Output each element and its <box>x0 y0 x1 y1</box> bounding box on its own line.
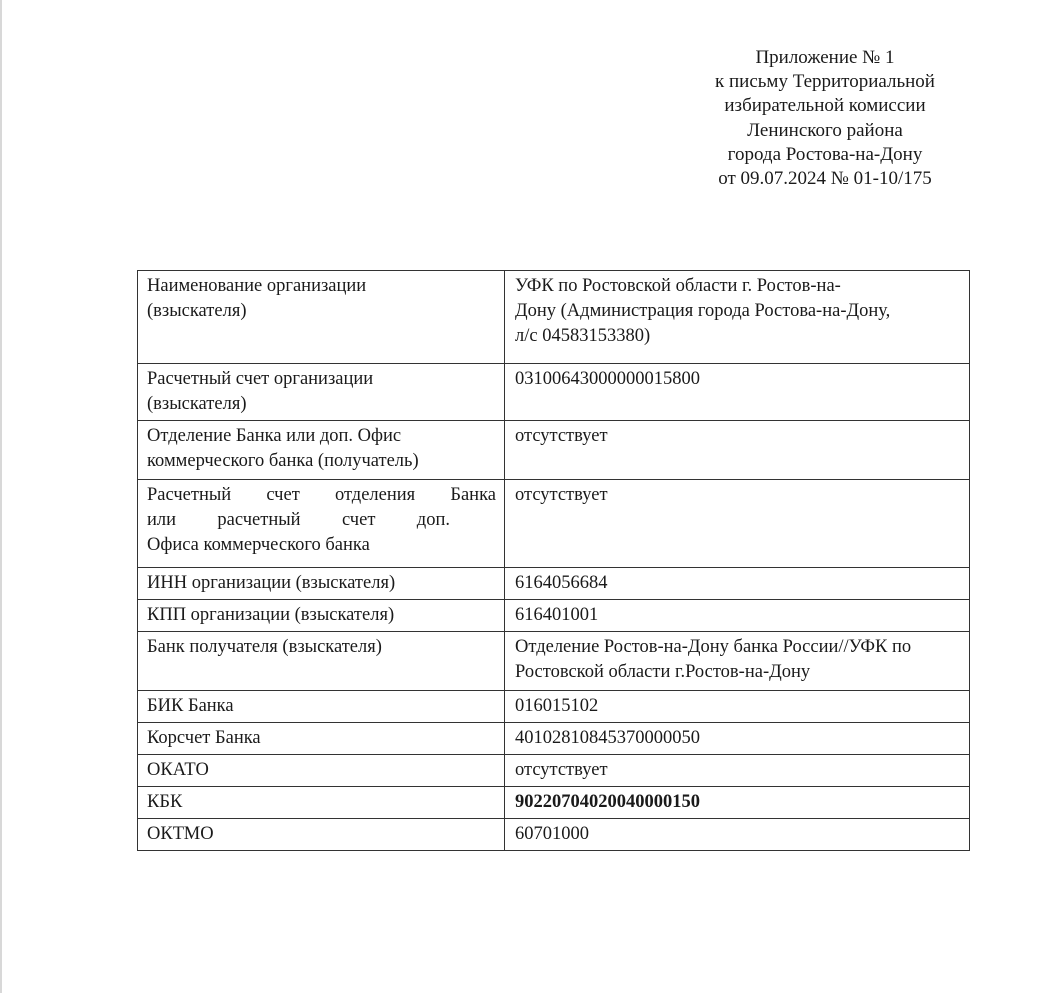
header-line: Ленинского района <box>747 119 903 141</box>
table-row <box>138 568 970 600</box>
table-row <box>138 600 970 632</box>
table-row <box>138 364 970 421</box>
row-label: Расчетный счет отделения Банка или расчетный счет доп. Офиса коммерческого банка <box>138 480 505 568</box>
row-value: 40102810845370000050 <box>505 723 970 755</box>
header-line: избирательной комиссии <box>724 95 926 117</box>
row-value: 60701000 <box>505 819 970 851</box>
row-value: отсутствует <box>505 480 970 568</box>
header-line: к письму Территориальной <box>715 71 935 93</box>
requisites-table <box>137 270 970 851</box>
table-row <box>138 691 970 723</box>
row-label: БИК Банка <box>138 691 505 723</box>
row-value: отсутствует <box>505 755 970 787</box>
table-row <box>138 632 970 691</box>
row-label: ИНН организации (взыскателя) <box>138 568 505 600</box>
header-line: Приложение № 1 <box>755 47 895 68</box>
table-row <box>138 787 970 819</box>
row-value: 03100643000000015800 <box>505 364 970 421</box>
row-value: Отделение Ростов-на-Дону банка России//УФК по Ростовской области г.Ростов-на-Дону <box>505 632 970 691</box>
header-line: города Ростова-на-Дону <box>727 143 923 165</box>
row-label: Отделение Банка или доп. Офис коммерческого банка (получатель) <box>138 421 505 480</box>
header-line: от 09.07.2024 № 01-10/175 <box>718 168 932 190</box>
table-row <box>138 755 970 787</box>
row-value: 016015102 <box>505 691 970 723</box>
row-label: Наименование организации (взыскателя) <box>138 271 505 364</box>
row-label: ОКТМО <box>138 819 505 851</box>
row-value: УФК по Ростовской области г. Ростов-на- Дону (Администрация города Ростова-на-Дону, л/с 04583153380) <box>505 271 970 364</box>
row-label: Корсчет Банка <box>138 723 505 755</box>
row-value: 616401001 <box>505 600 970 632</box>
row-label: КПП организации (взыскателя) <box>138 600 505 632</box>
row-value: 90220704020040000150 <box>505 787 970 819</box>
table-row <box>138 723 970 755</box>
row-label: Банк получателя (взыскателя) <box>138 632 505 691</box>
page-edge <box>0 0 2 993</box>
row-label: ОКАТО <box>138 755 505 787</box>
table-row <box>138 819 970 851</box>
row-label: Расчетный счет организации (взыскателя) <box>138 364 505 421</box>
attachment-header <box>640 46 1010 191</box>
row-value: отсутствует <box>505 421 970 480</box>
row-value: 6164056684 <box>505 568 970 600</box>
row-label: КБК <box>138 787 505 819</box>
table-row <box>138 271 970 364</box>
table-row <box>138 480 970 568</box>
table-row <box>138 421 970 480</box>
